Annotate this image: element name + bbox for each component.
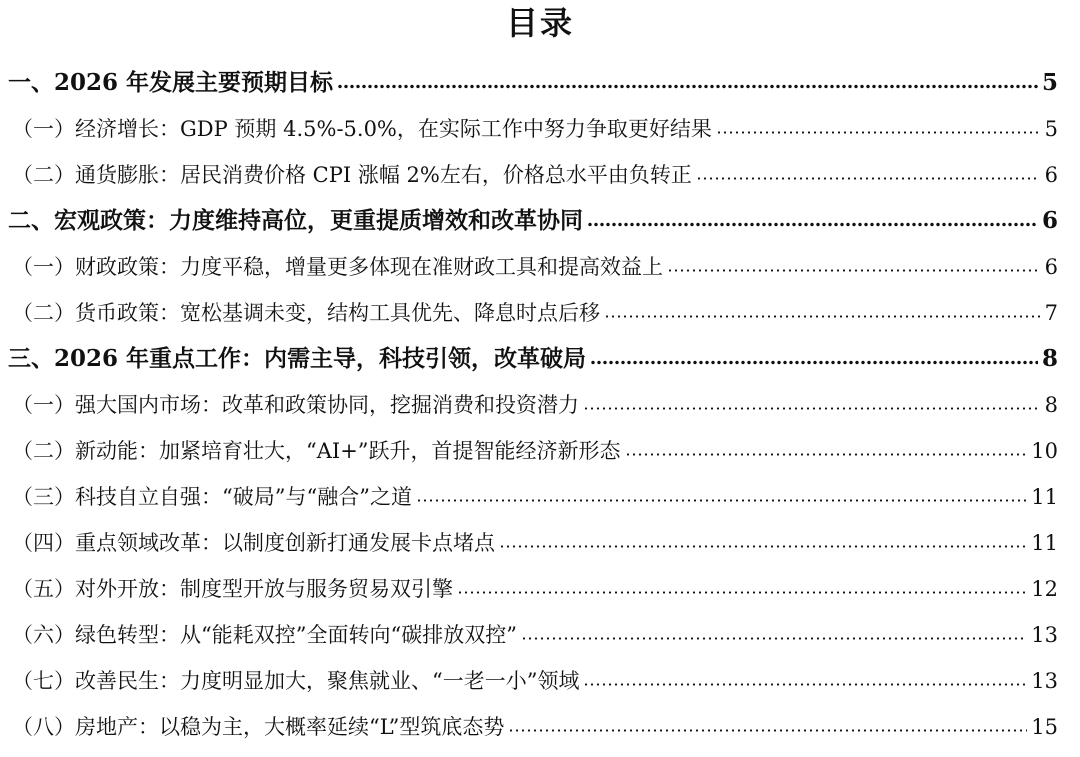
dot-leader [696, 176, 1040, 181]
toc-entry-3-7[interactable] [0, 658, 1080, 704]
toc-page-number: 5 [1041, 69, 1058, 96]
toc-entry-2[interactable] [0, 198, 1080, 244]
toc-page-number: 5 [1044, 117, 1058, 141]
toc-entry-text: （四）重点领域改革：以制度创新打通发展卡点堵点 [12, 531, 495, 555]
toc-entry-text: （七）改善民生：力度明显加大，聚焦就业、“一老一小”领域 [12, 669, 580, 693]
toc-entry-1-1[interactable] [0, 106, 1080, 152]
toc-entry-3-6[interactable] [0, 612, 1080, 658]
toc-entry-2-1[interactable] [0, 244, 1080, 290]
toc-page-number: 12 [1031, 577, 1058, 601]
toc-entry-text: （二）新动能：加紧培育壮大，“AI+”跃升，首提智能经济新形态 [12, 439, 621, 463]
dot-leader [508, 728, 1027, 733]
toc-entry-text: 二、宏观政策：力度维持高位，更重提质增效和改革协同 [8, 207, 583, 234]
dot-leader [521, 636, 1027, 641]
toc-entry-1[interactable] [0, 60, 1080, 106]
table-of-contents [0, 60, 1080, 750]
toc-page-number: 13 [1031, 669, 1058, 693]
toc-entry-2-2[interactable] [0, 290, 1080, 336]
toc-entry-text: （六）绿色转型：从“能耗双控”全面转向“碳排放双控” [12, 623, 517, 647]
toc-entry-text: 三、2026 年重点工作：内需主导，科技引领，改革破局 [8, 345, 587, 372]
dot-leader [416, 498, 1027, 503]
toc-entry-3-5[interactable] [0, 566, 1080, 612]
toc-entry-3-3[interactable] [0, 474, 1080, 520]
dot-leader [499, 544, 1027, 549]
toc-page-number: 6 [1044, 163, 1058, 187]
dot-leader [625, 452, 1028, 457]
toc-entry-text: （一）财政政策：力度平稳，增量更多体现在准财政工具和提高效益上 [12, 255, 663, 279]
dot-leader [337, 84, 1038, 89]
toc-page-number: 11 [1031, 485, 1058, 509]
dot-leader [583, 406, 1040, 411]
dot-leader [590, 360, 1038, 365]
toc-page-number: 7 [1044, 301, 1058, 325]
toc-page-number: 10 [1031, 439, 1058, 463]
toc-entry-text: （三）科技自立自强：“破局”与“融合”之道 [12, 485, 412, 509]
dot-leader [667, 268, 1040, 273]
toc-entry-1-2[interactable] [0, 152, 1080, 198]
toc-entry-3-8[interactable] [0, 704, 1080, 750]
toc-page-number: 15 [1031, 715, 1058, 739]
toc-page-number: 11 [1031, 531, 1058, 555]
page-title: 目录 [505, 4, 574, 42]
toc-entry-text: 一、2026 年发展主要预期目标 [8, 69, 334, 96]
dot-leader [716, 130, 1040, 135]
toc-entry-text: （一）经济增长：GDP 预期 4.5%-5.0%，在实际工作中努力争取更好结果 [12, 117, 712, 141]
toc-entry-3-1[interactable] [0, 382, 1080, 428]
dot-leader [604, 314, 1040, 319]
dot-leader [583, 682, 1027, 687]
toc-entry-3[interactable] [0, 336, 1080, 382]
toc-entry-text: （五）对外开放：制度型开放与服务贸易双引擎 [12, 577, 453, 601]
toc-page-number: 6 [1041, 207, 1058, 234]
toc-entry-3-2[interactable] [0, 428, 1080, 474]
toc-page-number: 8 [1041, 345, 1058, 372]
toc-entry-text: （一）强大国内市场：改革和政策协同，挖掘消费和投资潜力 [12, 393, 579, 417]
toc-page-number: 6 [1044, 255, 1058, 279]
toc-entry-3-4[interactable] [0, 520, 1080, 566]
toc-page-number: 13 [1031, 623, 1058, 647]
toc-entry-text: （二）货币政策：宽松基调未变，结构工具优先、降息时点后移 [12, 301, 600, 325]
toc-entry-text: （八）房地产：以稳为主，大概率延续“L”型筑底态势 [12, 715, 505, 739]
dot-leader [587, 222, 1038, 227]
toc-page-number: 8 [1044, 393, 1058, 417]
dot-leader [457, 590, 1027, 595]
toc-entry-text: （二）通货膨胀：居民消费价格 CPI 涨幅 2%左右，价格总水平由负转正 [12, 163, 692, 187]
